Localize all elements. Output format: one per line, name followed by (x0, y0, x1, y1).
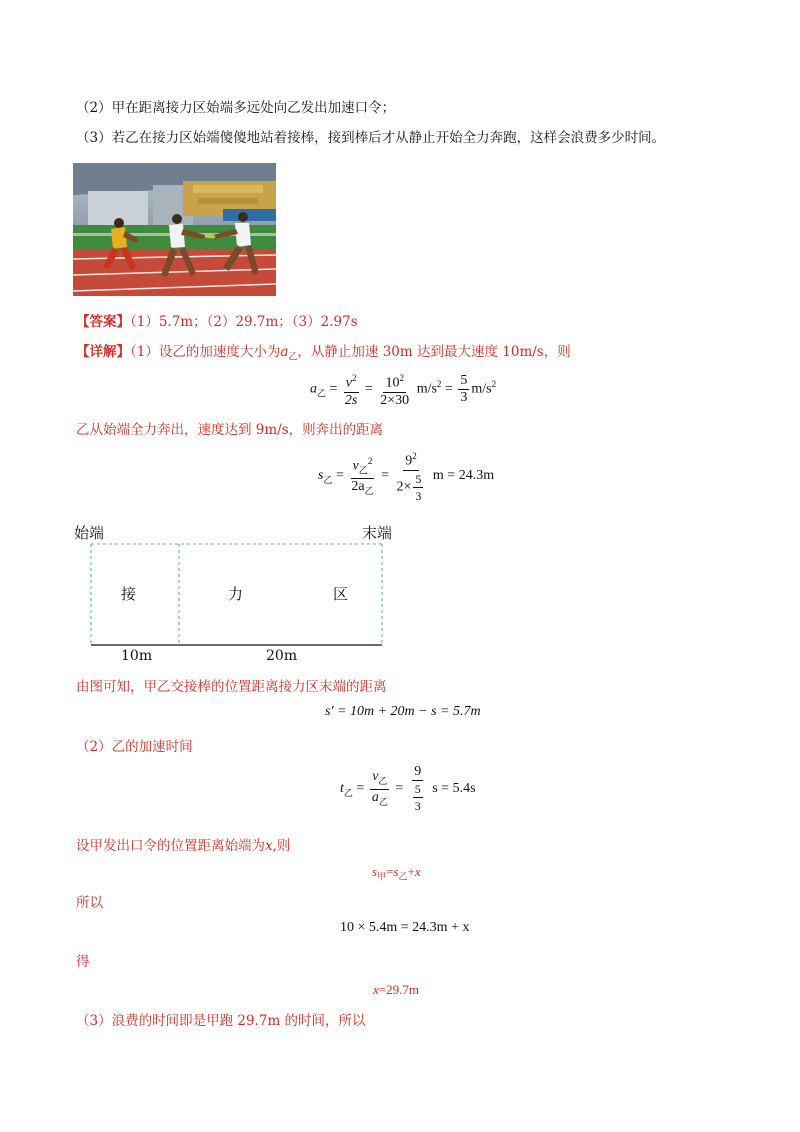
detail-line-3: 由图可知，甲乙交接棒的位置距离接力区末端的距离 (76, 679, 387, 695)
diagram-char-1: 接 (121, 585, 137, 603)
detail-tag: 【详解】 (76, 344, 130, 360)
question-3: （3）若乙在接力区始端傻傻地站着接棒，接到棒后才从静止开始全力奔跑，这样会浪费多少时间。 (76, 130, 666, 146)
detail-line-7: 得 (76, 954, 90, 970)
diagram-length-10m: 10m (121, 648, 153, 664)
diagram-length-20m: 20m (266, 648, 298, 664)
question-2: （2）甲在距离接力区始端多远处向乙发出加速口令； (76, 100, 396, 116)
diagram-char-2: 力 (228, 585, 244, 603)
equation-2: $s_乙$ = $\frac{v_乙^2}{2a_乙}$ = $9^2$ 2× $\frac{5}{3}$ m = 24.3m (318, 448, 494, 504)
diagram-char-3: 区 (333, 585, 349, 603)
detail-var-sub: 乙 (288, 352, 298, 363)
equation-5: $s_甲=s_乙+x$ (372, 864, 421, 882)
detail-line-4: （2）乙的加速时间 (76, 739, 193, 755)
detail-line-6: 所以 (76, 895, 103, 911)
answer-text: （1）5.7m；（2）29.7m；（3）2.97s (130, 314, 358, 330)
equation-7: x=29.7m (373, 982, 419, 997)
detail-text-1: （1）设乙的加速度大小为 (130, 344, 281, 360)
diagram-start-label: 始端 (74, 524, 105, 542)
detail-line-2: 乙从始端全力奔出，速度达到 9m/s，则奔出的距离 (76, 422, 384, 438)
detail-line-5: 设甲发出口令的位置距离始端为x,则 (76, 838, 291, 854)
equation-4: $t_乙$ = $\frac{v_乙}{a_乙}$ = $\frac{9}{\frac{5}{3}}$ s = 5.4s (340, 764, 476, 813)
diagram-end-label: 末端 (362, 524, 393, 542)
equation-3: s′ = 10m + 20m − s = 5.7m (325, 704, 481, 719)
detail-text-1-rest: ，从静止加速 30m 达到最大速度 10m/s，则 (297, 344, 571, 360)
equation-6: 10 × 5.4m = 24.3m + x (340, 920, 470, 935)
detail-var-a: a (280, 344, 289, 360)
answer-tag: 【答案】 (76, 314, 130, 330)
detail-line-8: （3）浪费的时间即是甲跑 29.7m 的时间，所以 (76, 1013, 366, 1029)
equation-1: $a_乙$ = $\frac{v^2}{2s}$ = $\frac{10^2}{2\times 30}$ $m/s^2$ = $\frac{5}{3}$ $m/s^2$ (310, 370, 496, 409)
